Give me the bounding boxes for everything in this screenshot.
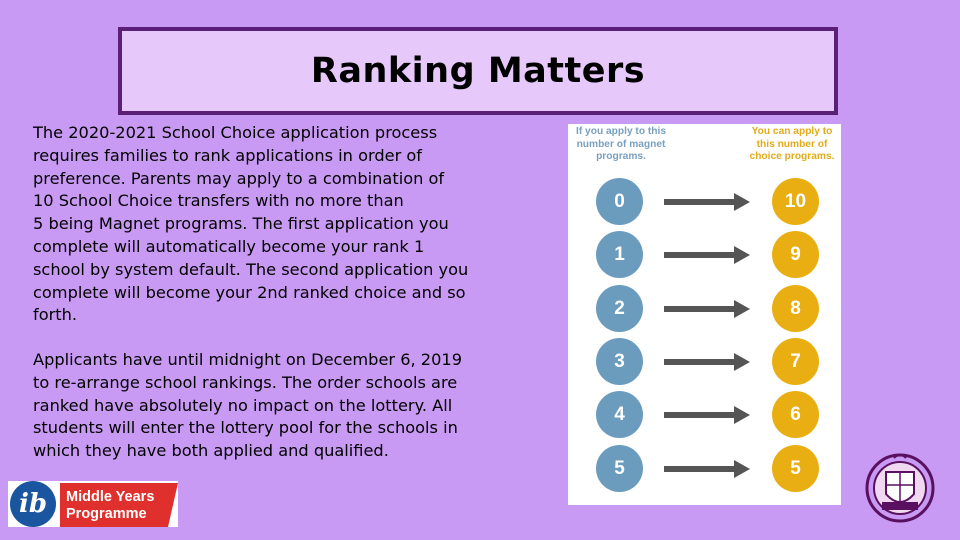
choice-count-circle: 9 bbox=[772, 231, 819, 278]
right-arrow-icon bbox=[664, 192, 750, 212]
right-arrow-icon bbox=[664, 459, 750, 479]
slide-title: Ranking Matters bbox=[310, 51, 646, 91]
choice-count-circle: 8 bbox=[772, 285, 819, 332]
ib-logo-line1: Middle Years bbox=[66, 489, 155, 505]
choice-count-circle: 6 bbox=[772, 391, 819, 438]
choice-count-circle: 10 bbox=[772, 178, 819, 225]
magnet-count-circle: 4 bbox=[596, 391, 643, 438]
ib-myp-logo bbox=[8, 479, 183, 531]
ib-logo-line2: Programme bbox=[66, 506, 147, 522]
magnet-count-circle: 2 bbox=[596, 285, 643, 332]
choice-column-header: You can apply to this number of choice programs. bbox=[749, 126, 835, 162]
paragraph-deadline: Applicants have until midnight on December 6, 2019 to re-arrange school rankings. The order schools are ranked have absolutely no impact on the lottery. All students will enter the lottery pool for the schools in which they have both applied and qualified. bbox=[33, 350, 463, 461]
paragraph-application-process: The 2020-2021 School Choice application process requires families to rank applications in order of preference. Parents may apply to a combination of 10 School Choice transfers with no more than 5 being Magnet programs. The first application you complete will automatically become your rank 1 school by system default. The second application you complete will become your 2nd ranked choice and so forth. bbox=[33, 123, 469, 325]
choice-count-circle: 5 bbox=[772, 445, 819, 492]
magnet-column-header: If you apply to this number of magnet programs. bbox=[576, 126, 666, 162]
choice-count-circle: 7 bbox=[772, 338, 819, 385]
right-arrow-icon bbox=[664, 245, 750, 265]
magnet-count-circle: 5 bbox=[596, 445, 643, 492]
right-arrow-icon bbox=[664, 352, 750, 372]
magnet-count-circle: 3 bbox=[596, 338, 643, 385]
magnet-count-circle: 1 bbox=[596, 231, 643, 278]
right-arrow-icon bbox=[664, 405, 750, 425]
right-arrow-icon bbox=[664, 299, 750, 319]
magnet-choice-diagram bbox=[568, 124, 841, 505]
title-box bbox=[118, 27, 838, 115]
magnet-count-circle: 0 bbox=[596, 178, 643, 225]
ib-logo-mark: ib bbox=[18, 489, 48, 519]
school-crest-icon bbox=[860, 452, 940, 530]
